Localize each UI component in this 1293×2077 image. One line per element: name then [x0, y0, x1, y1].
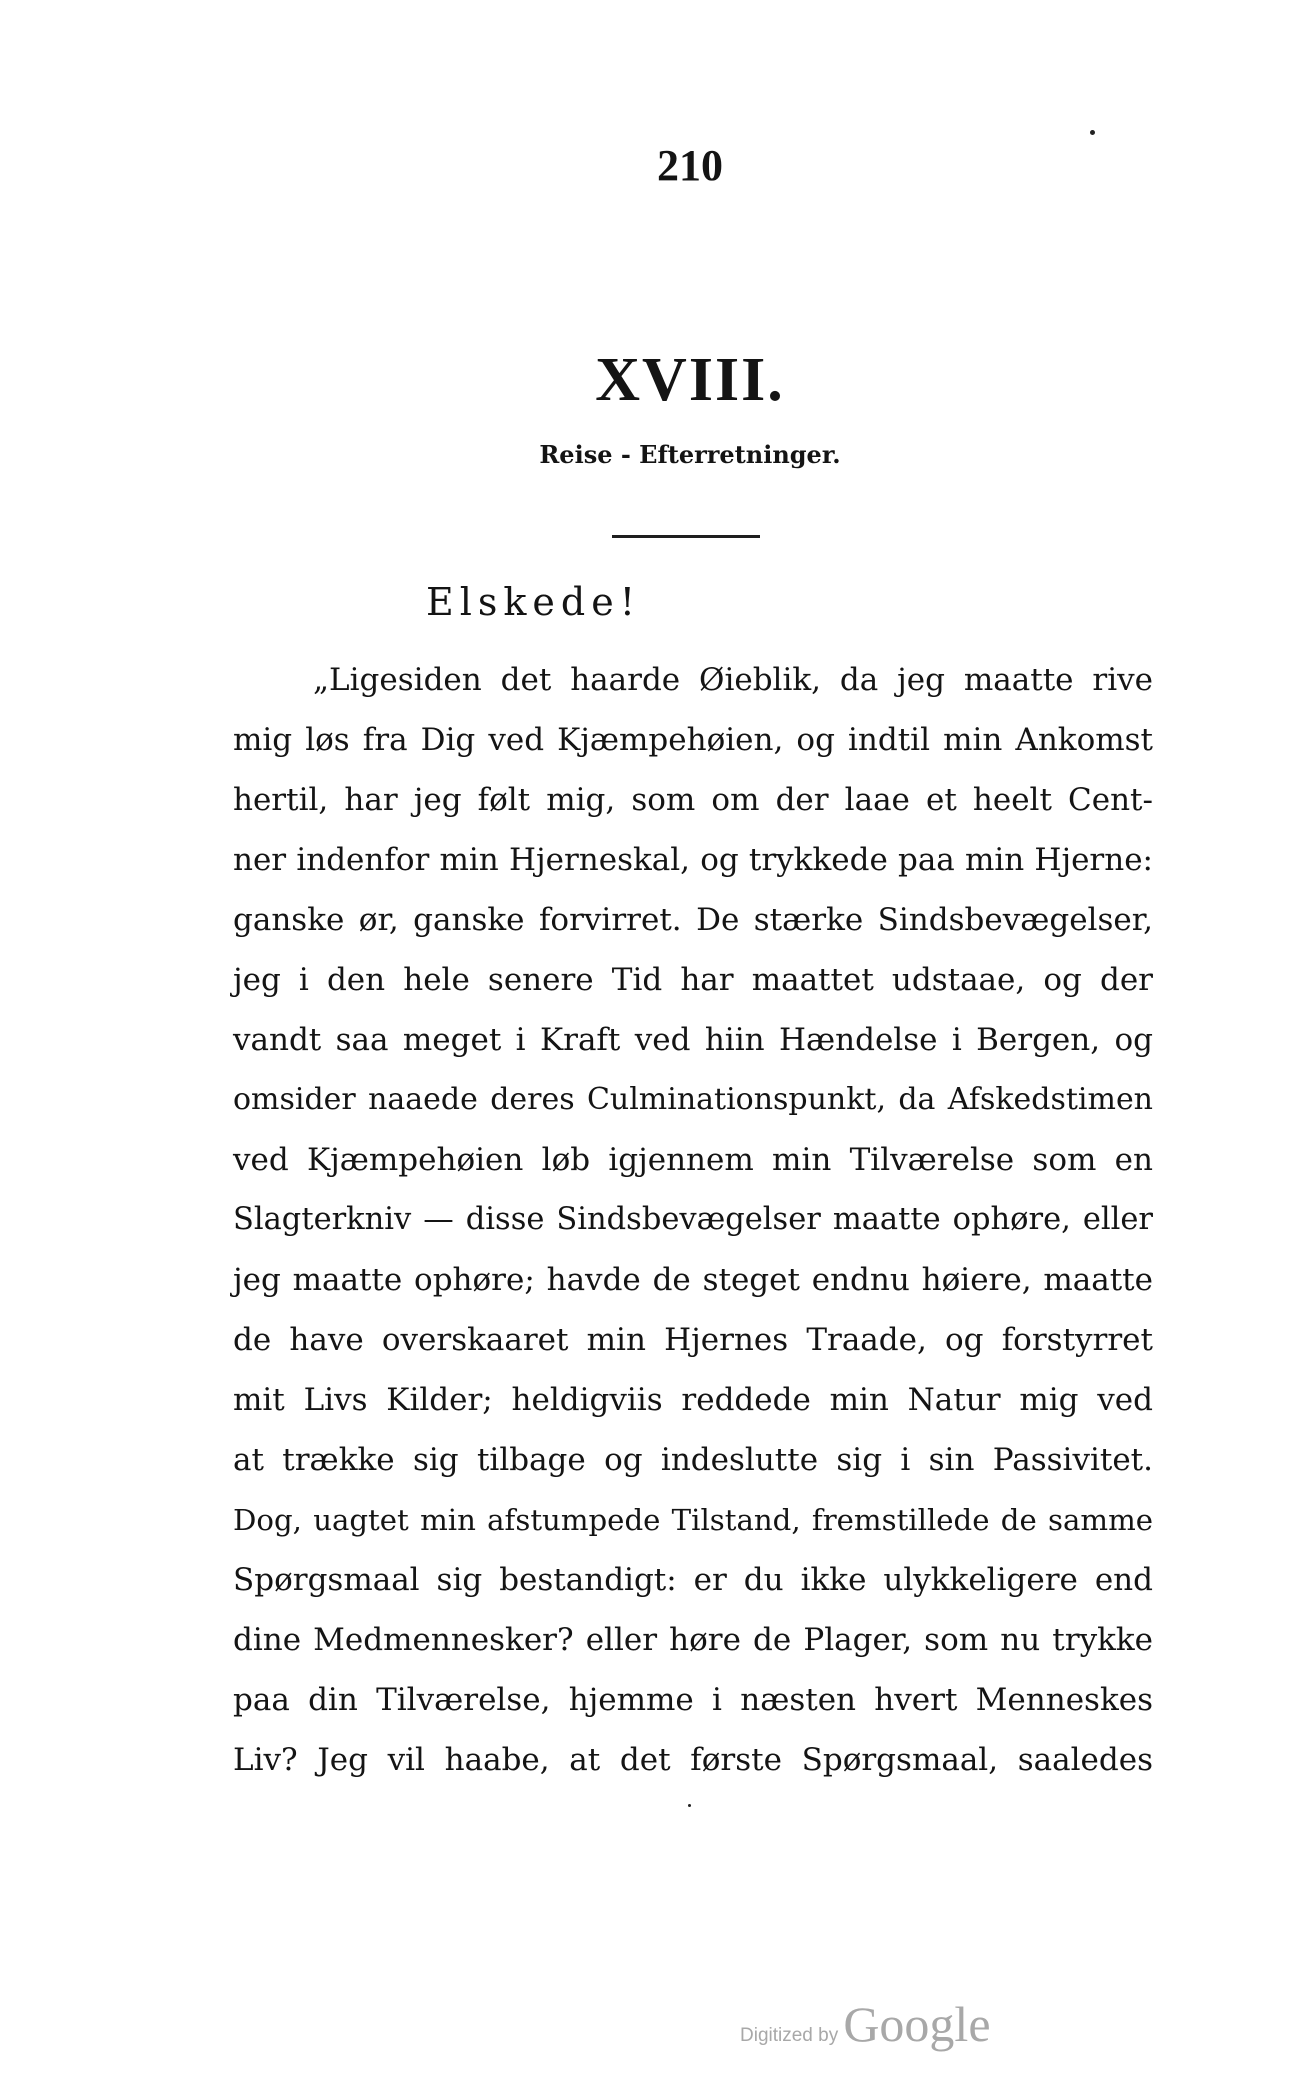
text-line: mig løs fra Dig ved Kjæmpehøien, og indtil min Ankomst — [233, 722, 1153, 758]
text-line: „Ligesiden det haarde Øieblik, da jeg maatte rive — [313, 662, 1153, 698]
text-line: ved Kjæmpehøien løb igjennem min Tilværelse som en — [233, 1142, 1153, 1178]
text-line: de have overskaaret min Hjernes Traade, og forstyrret — [233, 1322, 1153, 1358]
watermark-prefix: Digitized by — [740, 2025, 839, 2046]
text-line: jeg i den hele senere Tid har maattet udstaae, og der — [233, 962, 1153, 998]
text-line: ganske ør, ganske forvirret. De stærke Sindsbevægelser, — [233, 902, 1153, 938]
text-line: ner indenfor min Hjerneskal, og trykkede paa min Hjerne: — [233, 842, 1153, 878]
text-line: Spørgsmaal sig bestandigt: er du ikke ulykkeligere end — [233, 1562, 1153, 1598]
google-logo: Google — [843, 1996, 991, 2052]
text-line: Liv? Jeg vil haabe, at det første Spørgsmaal, saaledes — [233, 1742, 1153, 1778]
text-line: vandt saa meget i Kraft ved hiin Hændelse i Bergen, og — [233, 1022, 1153, 1058]
watermark — [740, 1995, 991, 2053]
text-line: jeg maatte ophøre; havde de steget endnu høiere, maatte — [233, 1262, 1153, 1298]
text-line: Dog, uagtet min afstumpede Tilstand, fremstillede de samme — [233, 1503, 1153, 1537]
text-line: hertil, har jeg følt mig, som om der laae et heelt Cent- — [233, 782, 1153, 818]
chapter-numeral: XVIII. — [595, 346, 785, 414]
chapter-title: Reise - Efterretninger. — [539, 440, 841, 469]
divider — [612, 535, 760, 538]
speck-mark — [688, 1804, 691, 1807]
text-line: paa din Tilværelse, hjemme i næsten hvert Menneskes — [233, 1682, 1153, 1718]
speck-mark — [1090, 130, 1095, 135]
page-number: 210 — [657, 141, 723, 190]
text-line: Slagterkniv — disse Sindsbevægelser maatte ophøre, eller — [233, 1202, 1153, 1237]
text-line: mit Livs Kilder; heldigviis reddede min Natur mig ved — [233, 1382, 1153, 1418]
text-line: dine Medmennesker? eller høre de Plager, som nu trykke — [233, 1622, 1153, 1658]
body-text — [233, 650, 1153, 1790]
text-line: at trække sig tilbage og indeslutte sig i sin Passivitet. — [233, 1442, 1153, 1478]
salutation: Elskede! — [426, 580, 641, 624]
text-line: omsider naaede deres Culminationspunkt, da Afskedstimen — [233, 1082, 1153, 1117]
